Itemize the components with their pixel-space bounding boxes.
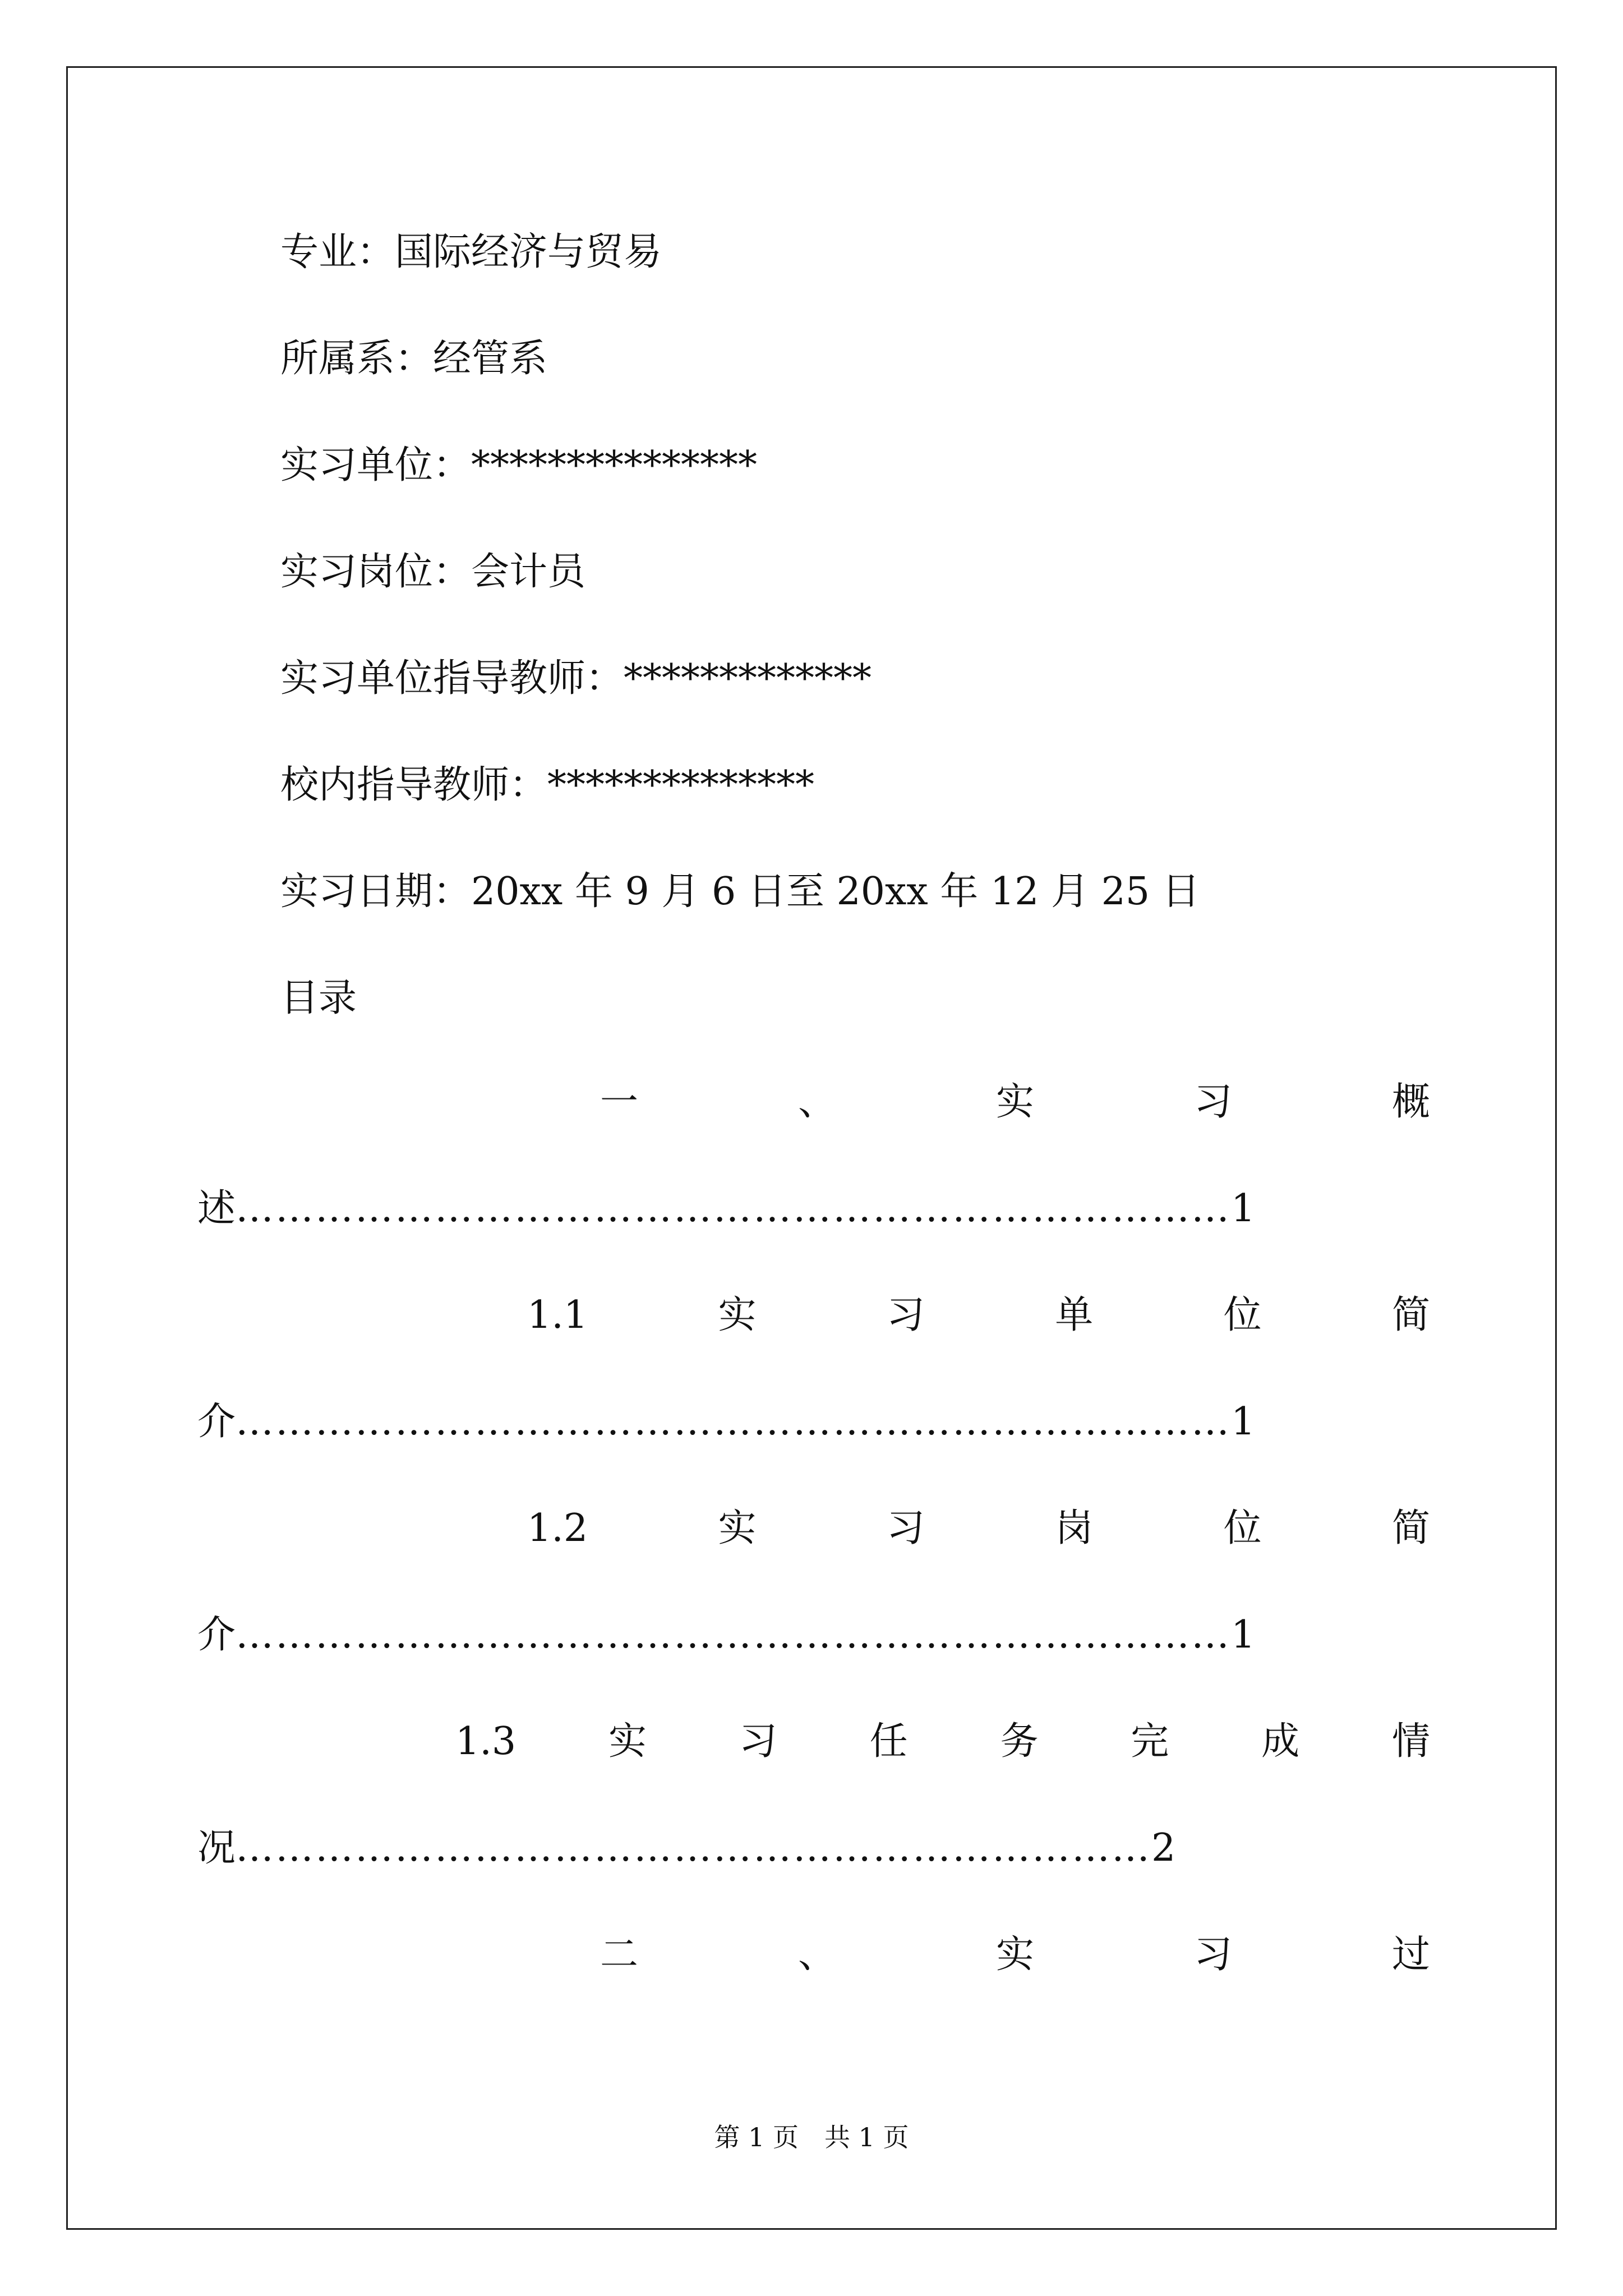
toc-entry-1-2-piece: 1.2 [527, 1506, 588, 1550]
toc-entry-1-2-piece: 习 [886, 1506, 925, 1550]
toc-entry-1-3-piece: 情 [1391, 1719, 1430, 1764]
toc-entry-1-1-piece: 实 [718, 1293, 757, 1337]
toc-entry-1-2-piece: 位 [1223, 1506, 1262, 1550]
toc-entry-1-1-piece: 单 [1055, 1293, 1094, 1337]
toc-entry-1-piece: 实 [995, 1080, 1034, 1124]
page-border [66, 66, 1557, 2230]
internship-dates-line: 实习日期：20xx 年 9 月 6 日至 20xx 年 12 月 25 日 [280, 869, 1200, 914]
toc-entry-1-tail: 述 [197, 1186, 236, 1231]
toc-entry-1-2-piece: 实 [718, 1506, 757, 1550]
toc-entry-2-piece: 二 [600, 1932, 639, 1977]
toc-entry-1-3-leader [197, 1826, 1175, 1871]
toc-entry-2-piece: 习 [1193, 1932, 1232, 1977]
toc-entry-2-piece: 、 [797, 1932, 836, 1977]
toc-entry-1-spread [600, 1080, 1430, 1125]
toc-entry-2-spread [600, 1932, 1430, 1977]
toc-entry-1-3-tail: 况 [197, 1826, 236, 1870]
toc-entry-1-3-piece: 1.3 [455, 1719, 517, 1764]
toc-entry-1-1-spread [527, 1293, 1430, 1338]
internship-position-line: 实习岗位：会计员 [280, 550, 586, 594]
toc-entry-1-2-spread [527, 1506, 1430, 1551]
toc-entry-1-2-page: 1 [1231, 1613, 1256, 1657]
toc-entry-1-1-page: 1 [1231, 1400, 1256, 1444]
toc-entry-2-piece: 实 [995, 1932, 1034, 1977]
toc-entry-1-1-tail: 介 [197, 1400, 236, 1444]
toc-entry-1-page: 1 [1231, 1186, 1256, 1231]
toc-entry-1-3-piece: 任 [869, 1719, 908, 1764]
toc-entry-1-piece: 概 [1391, 1080, 1430, 1124]
toc-entry-1-1-dots: ………………………………………………………………… [236, 1400, 1232, 1444]
toc-entry-1-2-piece: 简 [1391, 1506, 1430, 1550]
toc-entry-1-3-piece: 成 [1261, 1719, 1300, 1764]
unit-advisor-line: 实习单位指导教师：************* [280, 656, 872, 701]
toc-entry-1-3-piece: 习 [739, 1719, 777, 1764]
toc-entry-1-piece: 一 [600, 1080, 639, 1124]
major-line: 专业：国际经济与贸易 [280, 230, 662, 274]
toc-entry-1-3-dots: …………………………………………………………… [236, 1826, 1152, 1870]
toc-entry-1-1-piece: 简 [1391, 1293, 1430, 1337]
toc-entry-1-dots: ………………………………………………………………… [236, 1186, 1232, 1231]
toc-entry-1-1-piece: 位 [1223, 1293, 1262, 1337]
toc-entry-1-3-piece: 务 [1000, 1719, 1039, 1764]
page-footer: 第 1 页 共 1 页 [714, 2122, 909, 2152]
department-line: 所属系：经管系 [280, 337, 548, 381]
toc-entry-1-3-page: 2 [1151, 1826, 1176, 1870]
toc-entry-1-3-piece: 完 [1131, 1719, 1169, 1764]
toc-entry-1-piece: 习 [1193, 1080, 1232, 1124]
toc-entry-1-2-piece: 岗 [1055, 1506, 1094, 1550]
toc-heading: 目录 [280, 976, 357, 1020]
toc-entry-1-2-tail: 介 [197, 1613, 236, 1657]
toc-entry-1-1-leader [197, 1400, 1255, 1444]
toc-entry-1-1-piece: 1.1 [527, 1293, 588, 1337]
toc-entry-1-1-piece: 习 [886, 1293, 925, 1337]
toc-entry-2-piece: 过 [1391, 1932, 1430, 1977]
toc-entry-1-3-piece: 实 [608, 1719, 647, 1764]
toc-entry-1-leader [197, 1186, 1255, 1231]
toc-entry-1-2-dots: ………………………………………………………………… [236, 1613, 1232, 1657]
toc-entry-1-3-spread [455, 1719, 1430, 1764]
toc-entry-1-2-leader [197, 1613, 1255, 1658]
school-advisor-line: 校内指导教师：************** [280, 763, 815, 807]
toc-entry-1-piece: 、 [797, 1080, 836, 1124]
internship-unit-line: 实习单位：*************** [280, 443, 758, 487]
